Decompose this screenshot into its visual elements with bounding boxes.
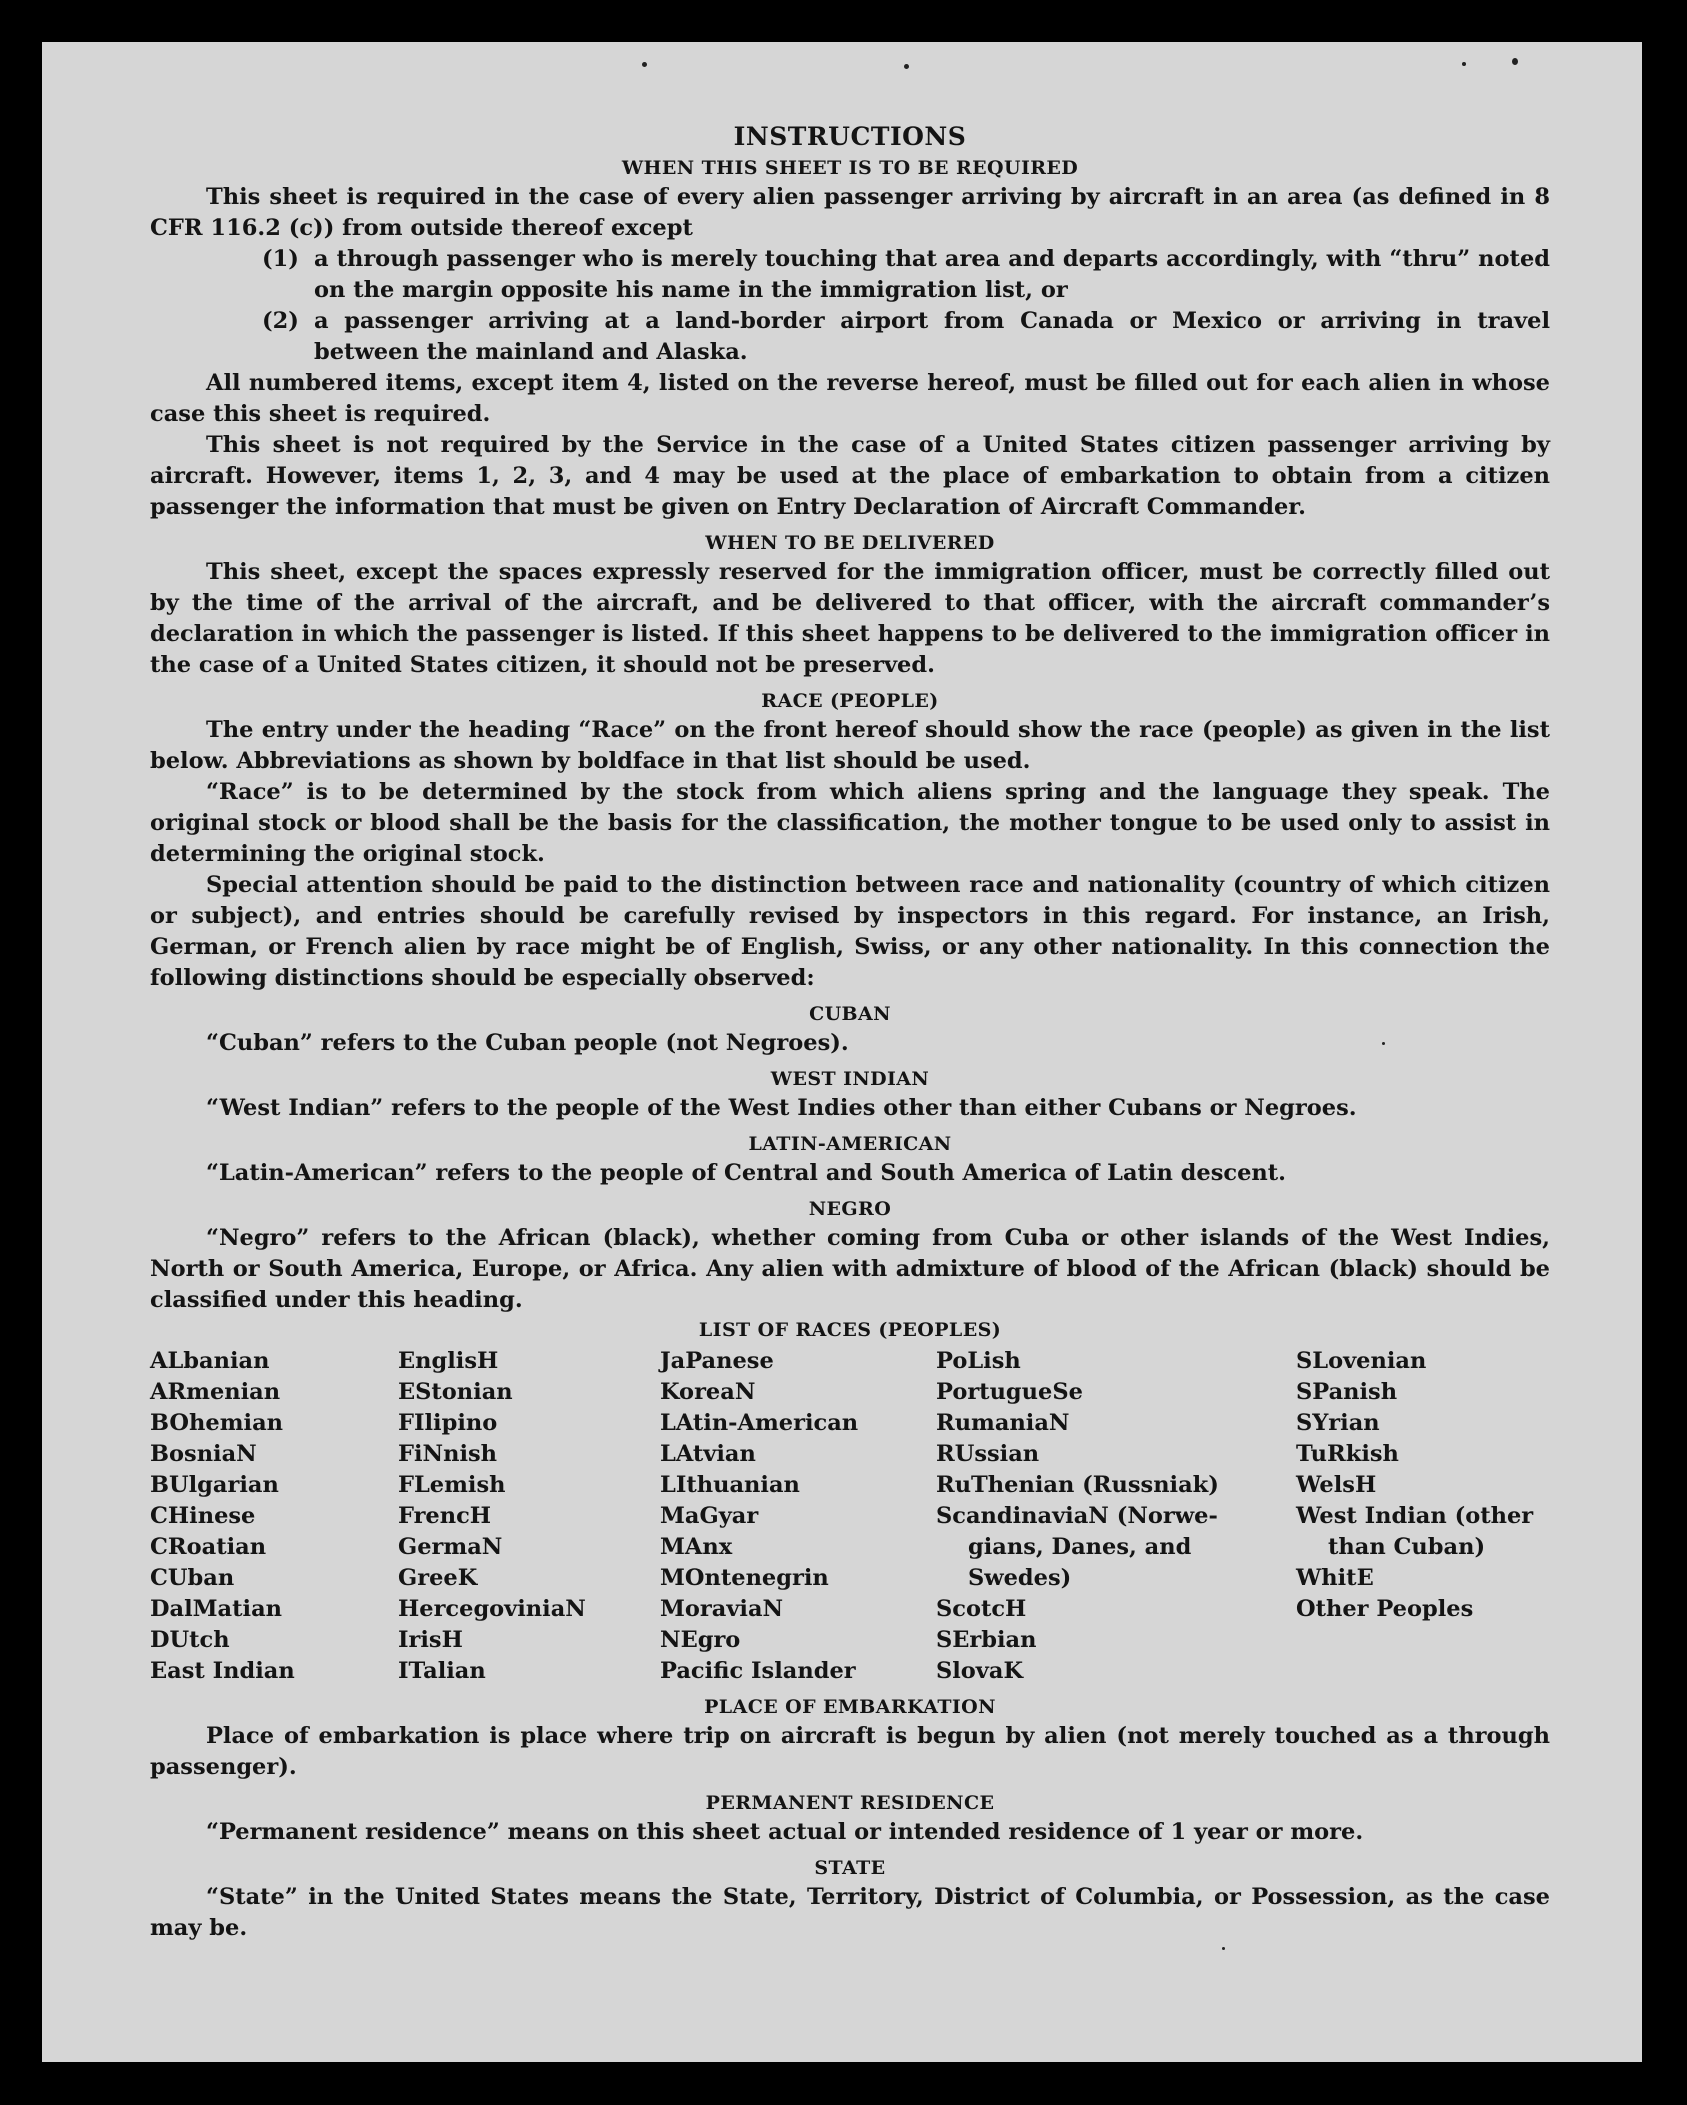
races-column-1 xyxy=(150,1346,398,1687)
race-item: CHinese xyxy=(150,1503,256,1529)
heading-place-of-embarkation: PLACE OF EMBARKATION xyxy=(704,1696,996,1718)
race-item: CRoatian xyxy=(150,1534,267,1560)
numbered-items-paragraph: All numbered items, except item 4, listed on the reverse hereof, must be filled out for each alien in whose case this sheet is required. xyxy=(150,370,1550,427)
latin-american-text: “Latin-American” refers to the people of Central and South America of Latin descent. xyxy=(206,1160,1286,1186)
race-item: NEgro xyxy=(660,1627,741,1653)
scan-speck xyxy=(1512,58,1518,65)
heading-west-indian: WEST INDIAN xyxy=(770,1068,930,1090)
race-item: West Indian (other xyxy=(1296,1503,1534,1529)
when-required-intro: This sheet is required in the case of every alien passenger arriving by aircraft in an area (as defined in 8 CFR 116.2 (c)) from outside thereof except xyxy=(150,184,1550,241)
race-item: HercegoviniaN xyxy=(398,1596,586,1622)
race-item: LIthuanian xyxy=(660,1472,800,1498)
heading-latin-american: LATIN-AMERICAN xyxy=(748,1133,952,1155)
race-item: BUlgarian xyxy=(150,1472,279,1498)
race-item-continued: gians, Danes, and xyxy=(968,1534,1192,1560)
race-item: PortugueSe xyxy=(936,1379,1083,1405)
race-item: ScotcH xyxy=(936,1596,1027,1622)
race-item: MOntenegrin xyxy=(660,1565,829,1591)
heading-race: RACE (PEOPLE) xyxy=(761,690,939,712)
race-item: ScandinaviaN (Norwe- xyxy=(936,1503,1218,1529)
race-item: Other Peoples xyxy=(1296,1596,1474,1622)
race-item: KoreaN xyxy=(660,1379,756,1405)
citizen-paragraph: This sheet is not required by the Service in the case of a United States citizen passenger arriving by aircraft. However, items 1, 2, 3, and 4 may be used at the place of embarkation to obtain from a citizen passenger the information that must be given on Entry Declaration of Aircraft Commander. xyxy=(150,432,1550,520)
heading-list-of-races: LIST OF RACES (PEOPLES) xyxy=(698,1319,1002,1341)
race-item: MoraviaN xyxy=(660,1596,784,1622)
race-item: IrisH xyxy=(398,1627,463,1653)
race-item: GermaN xyxy=(398,1534,503,1560)
race-item: East Indian xyxy=(150,1658,295,1684)
race-item: SPanish xyxy=(1296,1379,1398,1405)
item-text: a through passenger who is merely touching that area and departs accordingly, with “thru” noted on the margin opposite his name in the immigration list, or xyxy=(314,246,1550,303)
race-item: ARmenian xyxy=(150,1379,281,1405)
scan-speck xyxy=(1382,1042,1385,1045)
races-column-2 xyxy=(398,1346,660,1687)
race-item: FrencH xyxy=(398,1503,492,1529)
race-item: FiNnish xyxy=(398,1441,498,1467)
race-item: MaGyar xyxy=(660,1503,759,1529)
race-item: ITalian xyxy=(398,1658,486,1684)
race-item: FIlipino xyxy=(398,1410,498,1436)
race-paragraph-2: “Race” is to be determined by the stock from which aliens spring and the language they speak. The original stock or blood shall be the basis for the classification, the mother tongue to be used only to assist in determining the original stock. xyxy=(150,779,1550,867)
races-column-5 xyxy=(1296,1346,1550,1687)
races-list xyxy=(150,1346,1550,1687)
race-item: SLovenian xyxy=(1296,1348,1427,1374)
race-item: SlovaK xyxy=(936,1658,1024,1684)
race-item: CUban xyxy=(150,1565,235,1591)
negro-text: “Negro” refers to the African (black), whether coming from Cuba or other islands of the West Indies, North or South America, Europe, or Africa. Any alien with admixture of blood of the African (black) should be classified under this heading. xyxy=(150,1225,1550,1313)
race-item: WelsH xyxy=(1296,1472,1377,1498)
race-item: BosniaN xyxy=(150,1441,257,1467)
race-item: SErbian xyxy=(936,1627,1037,1653)
race-item: LAtin-American xyxy=(660,1410,859,1436)
race-item: RUssian xyxy=(936,1441,1040,1467)
scan-speck xyxy=(1462,62,1466,66)
race-item: DalMatian xyxy=(150,1596,283,1622)
race-item: RumaniaN xyxy=(936,1410,1070,1436)
item-text: a passenger arriving at a land-border airport from Canada or Mexico or arriving in travel between the mainland and Alaska. xyxy=(314,308,1550,365)
residence-text: “Permanent residence” means on this sheet actual or intended residence of 1 year or more. xyxy=(206,1819,1364,1845)
race-item: FLemish xyxy=(398,1472,506,1498)
race-paragraph-3: Special attention should be paid to the distinction between race and nationality (country of which citizen or subject), and entries should be carefully revised by inspectors in this regard. For instance, an Irish, German, or French alien by race might be of English, Swiss, or any other nationality. In this connection the following distinctions should be especially observed: xyxy=(150,872,1550,991)
race-item: BOhemian xyxy=(150,1410,284,1436)
item-number: (2) xyxy=(262,308,299,334)
race-item: WhitE xyxy=(1296,1565,1374,1591)
races-column-4 xyxy=(936,1346,1296,1687)
document-sheet xyxy=(42,42,1642,2062)
state-text: “State” in the United States means the State, Territory, District of Columbia, or Possession, as the case may be. xyxy=(150,1884,1550,1941)
heading-when-delivered: WHEN TO BE DELIVERED xyxy=(705,532,995,554)
race-item: EStonian xyxy=(398,1379,513,1405)
scan-speck xyxy=(1222,1947,1225,1950)
race-item: LAtvian xyxy=(660,1441,756,1467)
races-column-3 xyxy=(660,1346,936,1687)
exception-item-1 xyxy=(262,244,1550,306)
race-item: Pacific Islander xyxy=(660,1658,856,1684)
race-paragraph-1: The entry under the heading “Race” on the front hereof should show the race (people) as given in the list below. Abbreviations as shown by boldface in that list should be used. xyxy=(150,717,1550,774)
race-item: EnglisH xyxy=(398,1348,499,1374)
cuban-text: “Cuban” refers to the Cuban people (not Negroes). xyxy=(206,1030,849,1056)
race-item: RuThenian (Russniak) xyxy=(936,1472,1219,1498)
race-item: PoLish xyxy=(936,1348,1021,1374)
heading-permanent-residence: PERMANENT RESIDENCE xyxy=(705,1792,995,1814)
instructions-content xyxy=(150,120,1550,1944)
race-item: SYrian xyxy=(1296,1410,1380,1436)
race-item: DUtch xyxy=(150,1627,230,1653)
item-number: (1) xyxy=(262,246,299,272)
race-item: JaPanese xyxy=(660,1348,774,1374)
scan-speck xyxy=(642,62,647,67)
west-indian-text: “West Indian” refers to the people of the West Indies other than either Cubans or Negroes. xyxy=(206,1095,1357,1121)
when-delivered-text: This sheet, except the spaces expressly reserved for the immigration officer, must be correctly filled out by the time of the arrival of the aircraft, and be delivered to that officer, with the aircraft commander’s declaration in which the passenger is listed. If this sheet happens to be delivered to the immigration officer in the case of a United States citizen, it should not be preserved. xyxy=(150,559,1550,678)
heading-when-required: WHEN THIS SHEET IS TO BE REQUIRED xyxy=(621,157,1079,179)
race-item: TuRkish xyxy=(1296,1441,1399,1467)
heading-state: STATE xyxy=(814,1857,886,1879)
race-item: ALbanian xyxy=(150,1348,270,1374)
race-item-continued: Swedes) xyxy=(968,1565,1072,1591)
scan-speck xyxy=(904,64,909,69)
exception-item-2 xyxy=(262,306,1550,368)
heading-cuban: CUBAN xyxy=(809,1003,891,1025)
race-item: MAnx xyxy=(660,1534,733,1560)
embarkation-text: Place of embarkation is place where trip on aircraft is begun by alien (not merely touched as a through passenger). xyxy=(150,1723,1550,1780)
race-item-continued: than Cuban) xyxy=(1328,1534,1486,1560)
heading-negro: NEGRO xyxy=(808,1198,892,1220)
page-title: INSTRUCTIONS xyxy=(733,122,967,151)
race-item: GreeK xyxy=(398,1565,478,1591)
